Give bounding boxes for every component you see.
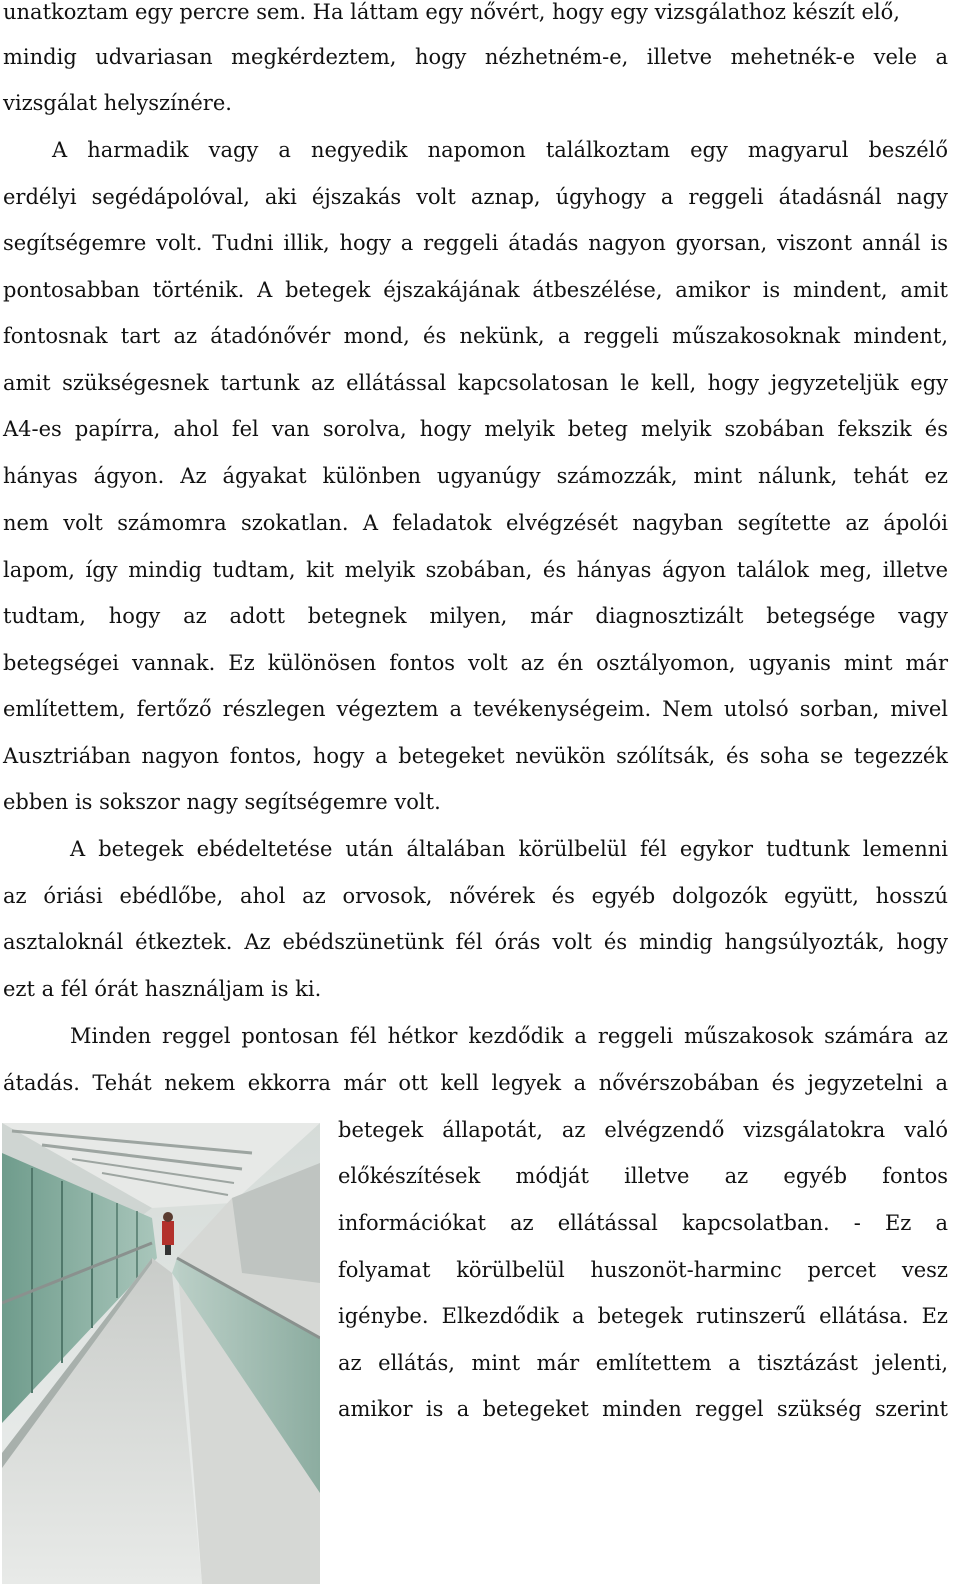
text-line: erdélyi segédápolóval, aki éjszakás volt aznap, úgyhogy a reggeli átadásnál nagy [3, 185, 948, 209]
text-line: lapom, így mindig tudtam, kit melyik szobában, és hányas ágyon találok meg, illetve [3, 558, 948, 582]
text-line: amikor is a betegeket minden reggel szükség szerint [338, 1397, 948, 1421]
text-line: átadás. Tehát nekem ekkorra már ott kell legyek a nővérszobában és jegyzetelni a [3, 1071, 948, 1095]
text-line: betegek állapotát, az elvégzendő vizsgálatokra való [338, 1118, 948, 1142]
text-line: unatkoztam egy percre sem. Ha láttam egy nővért, hogy egy vizsgálathoz készít elő, [3, 0, 900, 24]
text-line: ebben is sokszor nagy segítségemre volt. [3, 790, 441, 814]
text-line: hányas ágyon. Az ágyakat különben ugyanúgy számozzák, mint nálunk, tehát ez [3, 464, 948, 488]
text-line: vizsgálat helyszínére. [3, 91, 232, 115]
corridor-photo [2, 1123, 320, 1584]
text-line: információkat az ellátással kapcsolatban. - Ez a [338, 1211, 948, 1235]
text-line: asztaloknál étkeztek. Az ebédszünetünk fél órás volt és mindig hangsúlyozták, hogy [3, 930, 948, 954]
text-line: betegségei vannak. Ez különösen fontos volt az én osztályomon, ugyanis mint már [3, 651, 948, 675]
text-line: A harmadik vagy a negyedik napomon találkoztam egy magyarul beszélő [52, 138, 948, 162]
text-line: az ellátás, mint már említettem a tisztázást jelenti, [338, 1351, 948, 1375]
text-line: ezt a fél órát használjam is ki. [3, 977, 322, 1001]
text-line: amit szükségesnek tartunk az ellátással kapcsolatosan le kell, hogy jegyzeteljük egy [3, 371, 948, 395]
text-line: tudtam, hogy az adott betegnek milyen, már diagnosztizált betegsége vagy [3, 604, 948, 628]
text-line: említettem, fertőző részlegen végeztem a tevékenységeim. Nem utolsó sorban, mivel [3, 697, 948, 721]
text-line: nem volt számomra szokatlan. A feladatok elvégzését nagyban segítette az ápolói [3, 511, 948, 535]
text-line: mindig udvariasan megkérdeztem, hogy nézhetném-e, illetve mehetnék-e vele a [3, 45, 948, 69]
text-line: az óriási ebédlőbe, ahol az orvosok, nővérek és egyéb dolgozók együtt, hosszú [3, 884, 948, 908]
text-line: folyamat körülbelül huszonöt-harminc percet vesz [338, 1258, 948, 1282]
text-line: pontosabban történik. A betegek éjszakájának átbeszélése, amikor is mindent, amit [3, 278, 948, 302]
text-line: A betegek ebédeltetése után általában körülbelül fél egykor tudtunk lemenni [70, 837, 948, 861]
text-line: segítségemre volt. Tudni illik, hogy a reggeli átadás nagyon gyorsan, viszont annál is [3, 231, 948, 255]
text-line: Minden reggel pontosan fél hétkor kezdődik a reggeli műszakosok számára az [70, 1024, 948, 1048]
text-line: A4-es papírra, ahol fel van sorolva, hogy melyik beteg melyik szobában fekszik és [3, 417, 948, 441]
text-line: előkészítések módját illetve az egyéb fontos [338, 1164, 948, 1188]
text-line: igénybe. Elkezdődik a betegek rutinszerű ellátása. Ez [338, 1304, 948, 1328]
text-line: Ausztriában nagyon fontos, hogy a betegeket nevükön szólítsák, és soha se tegezzék [3, 744, 948, 768]
corridor-illustration [2, 1123, 320, 1584]
text-line: fontosnak tart az átadónővér mond, és nekünk, a reggeli műszakosoknak mindent, [3, 324, 948, 348]
